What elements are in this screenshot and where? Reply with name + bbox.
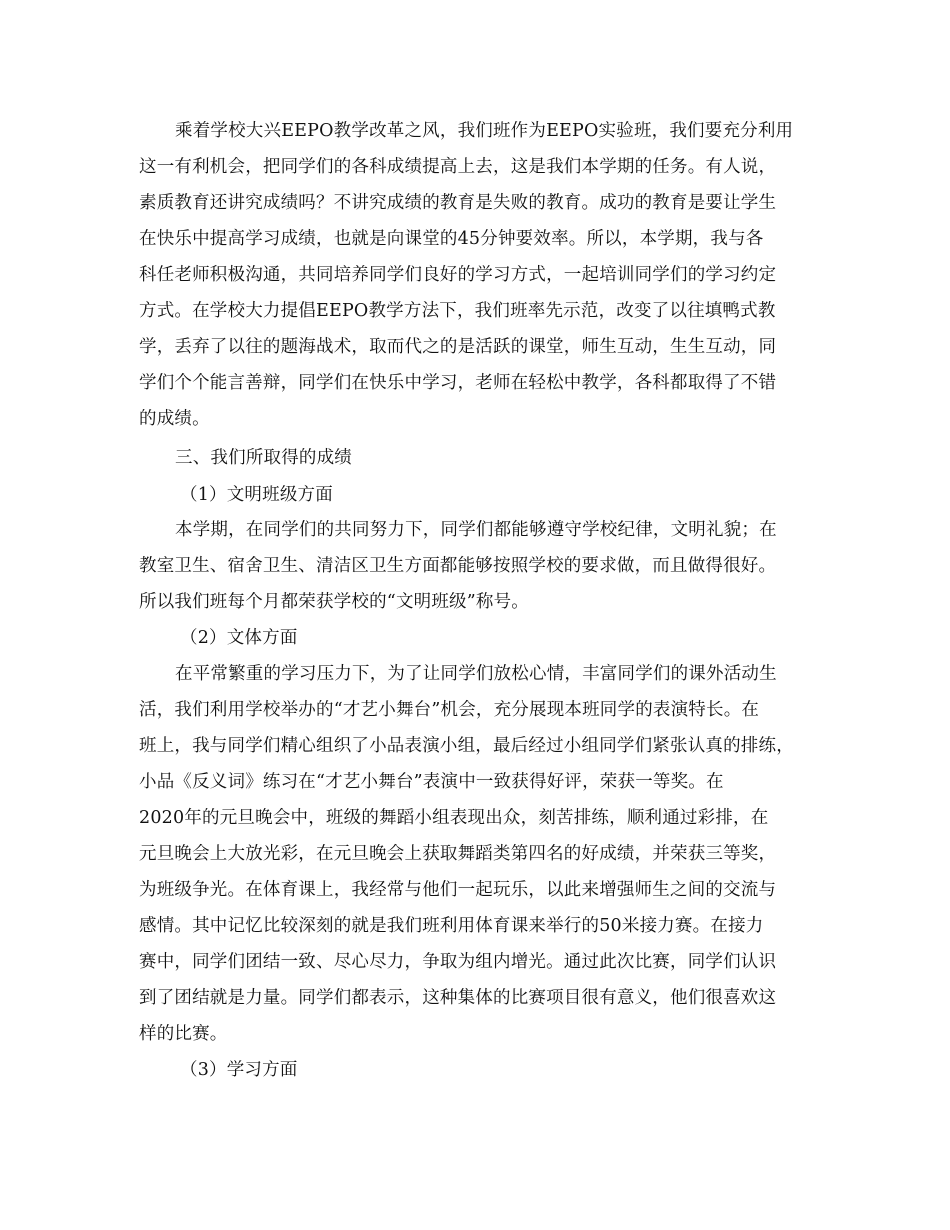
paragraph-1-line: 方式。在学校大力提倡EEPO教学方法下，我们班率先示范，改变了以往填鸭式教: [139, 301, 776, 321]
paragraph-1-line: 素质教育还讲究成绩吗？不讲究成绩的教育是失败的教育。成功的教育是要让学生: [139, 193, 777, 213]
paragraph-1-line: 在快乐中提高学习成绩，也就是向课堂的45分钟要效率。所以，本学期，我与各: [139, 229, 764, 249]
paragraph-3-line: 2020年的元旦晚会中，班级的舞蹈小组表现出众，刻苦排练，顺利通过彩排，在: [139, 808, 769, 828]
paragraph-3-line: 赛中，同学们团结一致、尽心尽力，争取为组内增光。通过此次比赛，同学们认识: [139, 952, 777, 972]
subsection-heading: （1）文明班级方面: [180, 485, 333, 505]
paragraph-1-line: 科任老师积极沟通，共同培养同学们良好的学习方式，一起培训同学们的学习约定: [139, 265, 777, 285]
subsection-heading: （2）文体方面: [180, 628, 298, 648]
paragraph-1-line: 这一有利机会，把同学们的各科成绩提高上去，这是我们本学期的任务。有人说，: [139, 157, 777, 177]
paragraph-1-line: 学，丢弃了以往的题海战术，取而代之的是活跃的课堂，师生互动，生生互动，同: [139, 337, 777, 357]
paragraph-1-line: 的成绩。: [139, 409, 210, 429]
paragraph-3-line: 在平常繁重的学习压力下，为了让同学们放松心情，丰富同学们的课外活动生: [175, 664, 777, 684]
paragraph-1-line: 乘着学校大兴EEPO教学改革之风，我们班作为EEPO实验班，我们要充分利用: [175, 121, 794, 141]
paragraph-3-line: 元旦晚会上大放光彩，在元旦晚会上获取舞蹈类第四名的好成绩，并荣获三等奖，: [139, 844, 777, 864]
paragraph-3-line: 感情。其中记忆比较深刻的就是我们班利用体育课来举行的50米接力赛。在接力: [139, 916, 764, 936]
paragraph-2-line: 所以我们班每个月都荣获学校的“文明班级”称号。: [139, 592, 529, 612]
paragraph-3-line: 为班级争光。在体育课上，我经常与他们一起玩乐，以此来增强师生之间的交流与: [139, 880, 777, 900]
paragraph-3-line: 到了团结就是力量。同学们都表示，这种集体的比赛项目很有意义，他们很喜欢这: [139, 988, 777, 1008]
section-heading: 三、我们所取得的成绩: [175, 448, 352, 468]
paragraph-2-line: 本学期，在同学们的共同努力下，同学们都能够遵守学校纪律，文明礼貌；在: [175, 520, 777, 540]
subsection-heading: （3）学习方面: [180, 1060, 298, 1080]
paragraph-2-line: 教室卫生、宿舍卫生、清洁区卫生方面都能够按照学校的要求做，而且做得很好。: [139, 556, 777, 576]
paragraph-1-line: 学们个个能言善辩，同学们在快乐中学习，老师在轻松中教学，各科都取得了不错: [139, 373, 777, 393]
paragraph-3-line: 班上，我与同学们精心组织了小品表演小组，最后经过小组同学们紧张认真的排练，: [139, 736, 794, 756]
paragraph-3-line: 小品《反义词》练习在“才艺小舞台”表演中一致获得好评，荣获一等奖。在: [139, 772, 724, 792]
paragraph-3-line: 活，我们利用学校举办的“才艺小舞台”机会，充分展现本班同学的表演特长。在: [139, 700, 760, 720]
paragraph-3-line: 样的比赛。: [139, 1024, 228, 1044]
